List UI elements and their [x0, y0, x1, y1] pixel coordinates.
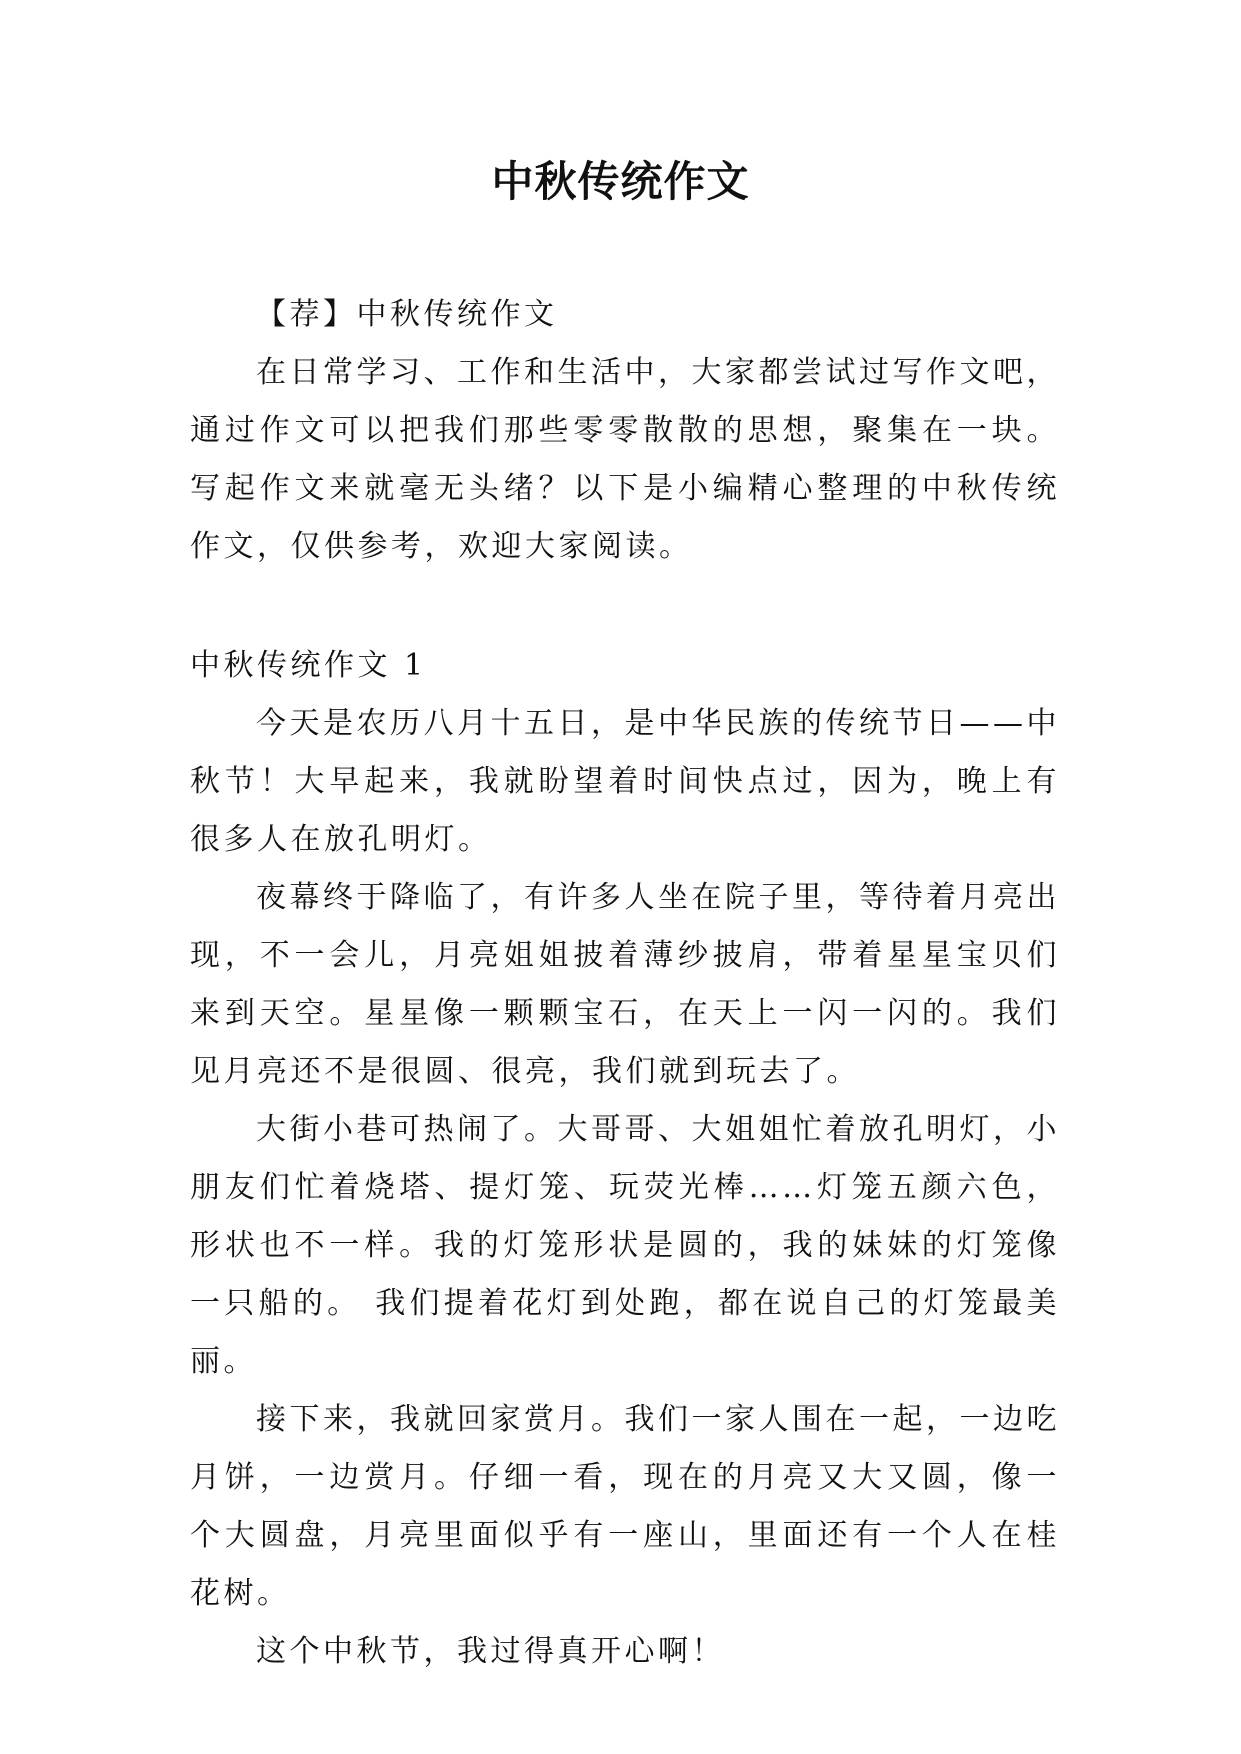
- intro-section: [190, 286, 1060, 576]
- essay-paragraph-4: 接下来，我就回家赏月。我们一家人围在一起，一边吃月饼，一边赏月。仔细一看，现在的月亮又大又圆，像一个大圆盘，月亮里面似乎有一座山，里面还有一个人在桂花树。: [190, 1402, 1060, 1611]
- essay-paragraph-2: 夜幕终于降临了，有许多人坐在院子里，等待着月亮出现，不一会儿，月亮姐姐披着薄纱披肩，带着星星宝贝们来到天空。星星像一颗颗宝石，在天上一闪一闪的。我们见月亮还不是很圆、很亮，我们就到玩去了。: [190, 880, 1060, 1089]
- intro-recommend-line: 【荐】中秋传统作文: [256, 297, 558, 332]
- essay-paragraph-1: 今天是农历八月十五日，是中华民族的传统节日——中秋节！大早起来，我就盼望着时间快点过，因为，晚上有很多人在放孔明灯。: [190, 706, 1060, 857]
- section-heading: 中秋传统作文 1: [190, 648, 427, 683]
- document-title: 中秋传统作文: [491, 157, 750, 206]
- intro-paragraph: 在日常学习、工作和生活中，大家都尝试过写作文吧，通过作文可以把我们那些零零散散的思想，聚集在一块。写起作文来就毫无头绪？以下是小编精心整理的中秋传统作文，仅供参考，欢迎大家阅读。: [190, 355, 1060, 564]
- essay-paragraph-5: 这个中秋节，我过得真开心啊！: [256, 1634, 725, 1669]
- essay-section-1: [190, 637, 1060, 1681]
- essay-paragraph-3: 大街小巷可热闹了。大哥哥、大姐姐忙着放孔明灯，小朋友们忙着烧塔、提灯笼、玩荧光棒……灯笼五颜六色，形状也不一样。我的灯笼形状是圆的，我的妹妹的灯笼像一只船的。 我们提着花灯到处跑，都在说自己的灯笼最美丽。: [190, 1112, 1060, 1379]
